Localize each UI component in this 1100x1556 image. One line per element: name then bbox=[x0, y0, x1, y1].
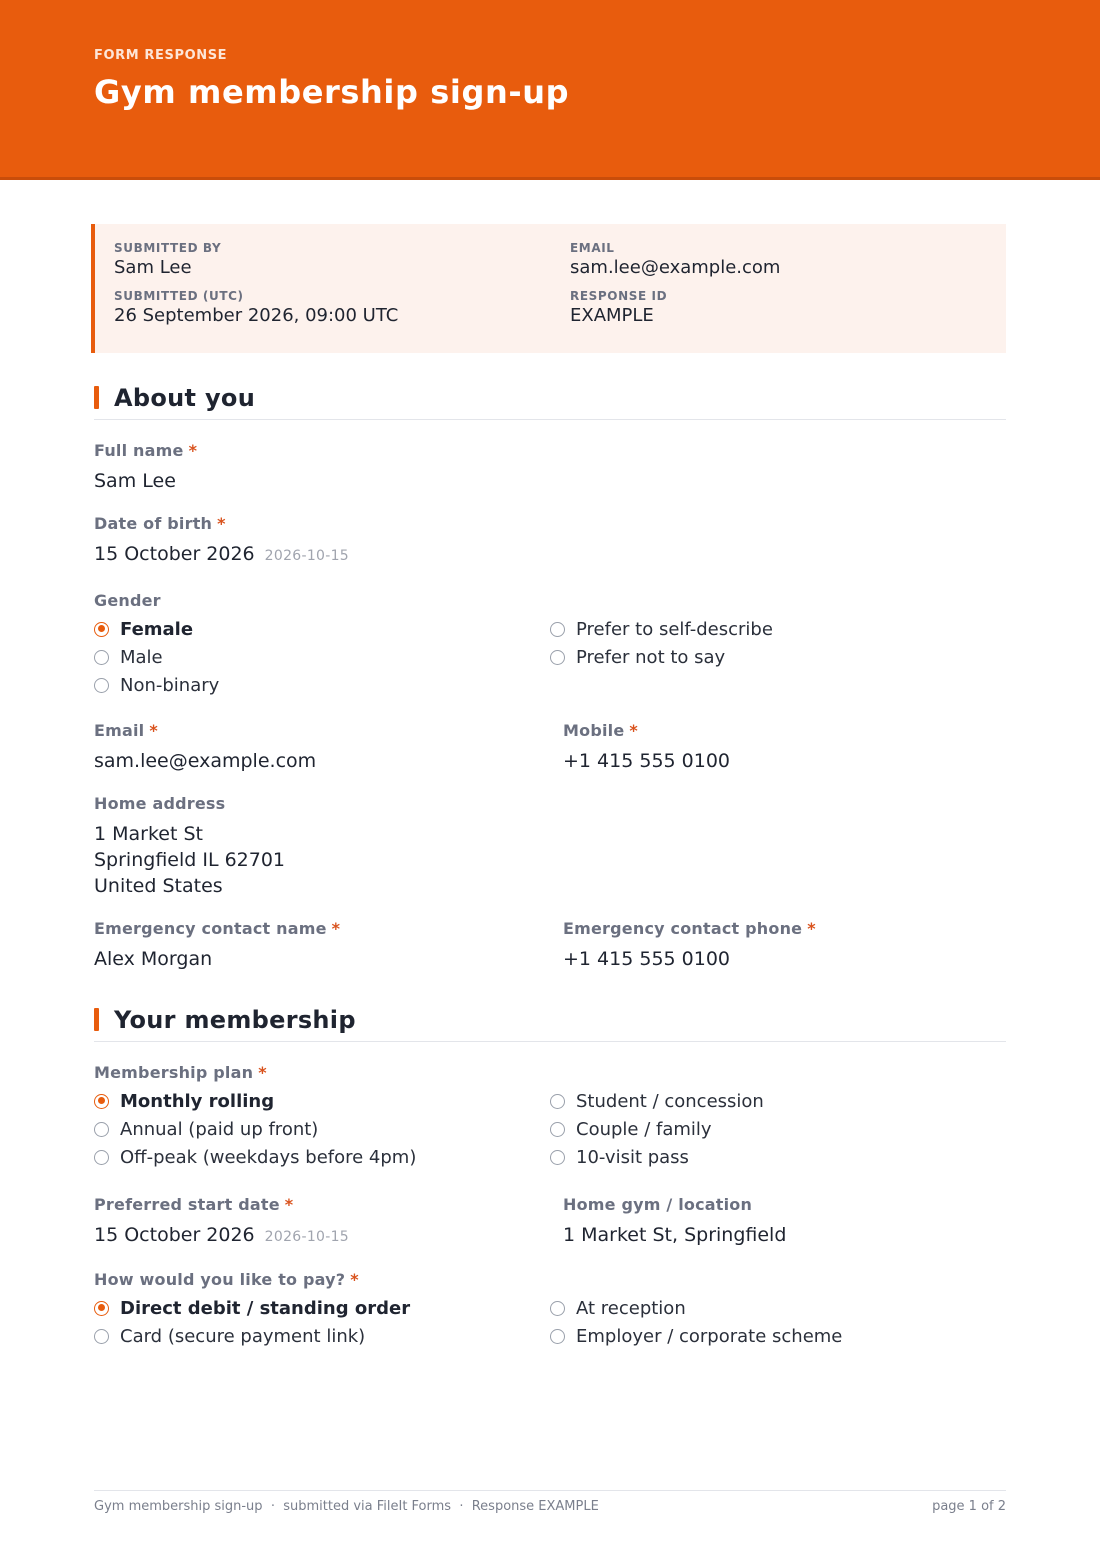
field-label: Mobile * bbox=[563, 721, 638, 740]
radio-checked-icon bbox=[94, 1094, 109, 1109]
required-marker: * bbox=[258, 1063, 267, 1082]
field-label: Emergency contact name * bbox=[94, 919, 341, 938]
field-full-name bbox=[94, 441, 1006, 494]
radio-unchecked-icon bbox=[94, 650, 109, 665]
page-title: Gym membership sign-up bbox=[94, 73, 570, 111]
radio-group bbox=[94, 615, 1006, 699]
radio-column bbox=[550, 1294, 1006, 1350]
radio-option-annual[interactable]: Annual (paid up front) bbox=[94, 1115, 550, 1143]
radio-column bbox=[94, 1294, 550, 1350]
field-value: Alex Morgan bbox=[94, 948, 213, 970]
meta-label: SUBMITTED BY bbox=[114, 241, 222, 255]
radio-checked-icon bbox=[94, 1301, 109, 1316]
section-about-heading bbox=[94, 380, 1006, 420]
meta-submitted-utc bbox=[114, 289, 570, 326]
radio-checked-icon bbox=[94, 622, 109, 637]
radio-option-male[interactable]: Male bbox=[94, 643, 550, 671]
section-membership-heading bbox=[94, 1002, 1006, 1042]
radio-option-monthly[interactable]: Monthly rolling bbox=[94, 1087, 550, 1115]
meta-value: 26 September 2026, 09:00 UTC bbox=[114, 305, 399, 326]
required-marker: * bbox=[350, 1270, 359, 1289]
iso-date: 2026-10-15 bbox=[264, 548, 350, 564]
address-line: United States bbox=[94, 875, 223, 897]
field-label: Home gym / location bbox=[563, 1195, 753, 1214]
header-kicker: FORM RESPONSE bbox=[94, 48, 228, 63]
field-emergency-phone bbox=[563, 919, 1006, 972]
radio-option-10-visit[interactable]: 10-visit pass bbox=[550, 1143, 1006, 1171]
field-label: Gender bbox=[94, 591, 161, 610]
meta-submitted-by bbox=[114, 241, 570, 278]
field-label: Membership plan * bbox=[94, 1063, 267, 1082]
footer-source: Gym membership sign-up · submitted via FileIt Forms · Response EXAMPLE bbox=[94, 1499, 599, 1514]
meta-response-id bbox=[570, 289, 987, 326]
iso-date: 2026-10-15 bbox=[264, 1229, 350, 1245]
radio-option-card[interactable]: Card (secure payment link) bbox=[94, 1322, 550, 1350]
radio-option-couple[interactable]: Couple / family bbox=[550, 1115, 1006, 1143]
field-value: +1 415 555 0100 bbox=[563, 948, 731, 970]
required-marker: * bbox=[188, 441, 198, 460]
radio-option-reception[interactable]: At reception bbox=[550, 1294, 1006, 1322]
section-accent-bar bbox=[94, 386, 99, 409]
radio-option-employer[interactable]: Employer / corporate scheme bbox=[550, 1322, 1006, 1350]
field-label: Preferred start date * bbox=[94, 1195, 294, 1214]
field-value: +1 415 555 0100 bbox=[563, 750, 731, 772]
required-marker: * bbox=[331, 919, 341, 938]
required-marker: * bbox=[149, 721, 158, 740]
radio-unchecked-icon bbox=[550, 1122, 565, 1137]
radio-unchecked-icon bbox=[94, 678, 109, 693]
radio-column bbox=[94, 1087, 550, 1171]
submission-meta-panel bbox=[91, 224, 1006, 353]
field-value: 1 Market St, Springfield bbox=[563, 1224, 787, 1246]
meta-value: EXAMPLE bbox=[570, 305, 654, 326]
field-row-emergency bbox=[94, 919, 1006, 972]
meta-value: sam.lee@example.com bbox=[570, 257, 781, 278]
radio-column bbox=[550, 1087, 1006, 1171]
page-number: page 1 of 2 bbox=[932, 1499, 1006, 1514]
field-email bbox=[94, 721, 563, 774]
meta-label: SUBMITTED (UTC) bbox=[114, 289, 244, 303]
field-label: Home address bbox=[94, 794, 226, 813]
radio-unchecked-icon bbox=[94, 1150, 109, 1165]
required-marker: * bbox=[629, 721, 638, 740]
field-label: Email * bbox=[94, 721, 158, 740]
field-label: Date of birth * bbox=[94, 514, 226, 533]
field-home-gym bbox=[563, 1195, 1006, 1250]
meta-email bbox=[570, 241, 987, 278]
field-row-start-gym bbox=[94, 1195, 1006, 1250]
radio-unchecked-icon bbox=[550, 650, 565, 665]
required-marker: * bbox=[807, 919, 816, 938]
field-label: Emergency contact phone * bbox=[563, 919, 816, 938]
page-footer bbox=[94, 1490, 1006, 1514]
field-date-of-birth bbox=[94, 514, 1006, 569]
field-start-date bbox=[94, 1195, 563, 1250]
field-value: sam.lee@example.com bbox=[94, 750, 317, 772]
radio-column bbox=[550, 615, 1006, 699]
field-value bbox=[94, 821, 1006, 899]
radio-option-prefer-not[interactable]: Prefer not to say bbox=[550, 643, 1006, 671]
radio-option-non-binary[interactable]: Non-binary bbox=[94, 671, 550, 699]
field-label: Full name * bbox=[94, 441, 198, 460]
required-marker: * bbox=[284, 1195, 294, 1214]
radio-unchecked-icon bbox=[550, 1301, 565, 1316]
field-home-address bbox=[94, 794, 1006, 899]
radio-option-direct-debit[interactable]: Direct debit / standing order bbox=[94, 1294, 550, 1322]
radio-option-off-peak[interactable]: Off-peak (weekdays before 4pm) bbox=[94, 1143, 550, 1171]
radio-column bbox=[94, 615, 550, 699]
radio-unchecked-icon bbox=[550, 1329, 565, 1344]
radio-unchecked-icon bbox=[94, 1122, 109, 1137]
meta-value: Sam Lee bbox=[114, 257, 192, 278]
field-value: Sam Lee bbox=[94, 470, 176, 492]
address-line: Springfield IL 62701 bbox=[94, 849, 286, 871]
page-header bbox=[0, 0, 1100, 180]
form-content bbox=[94, 380, 1006, 1350]
meta-label: EMAIL bbox=[570, 241, 615, 255]
radio-option-self-describe[interactable]: Prefer to self-describe bbox=[550, 615, 1006, 643]
radio-group bbox=[94, 1087, 1006, 1171]
section-title: Your membership bbox=[114, 1005, 356, 1034]
field-payment bbox=[94, 1270, 1006, 1350]
address-line: 1 Market St bbox=[94, 823, 203, 845]
radio-option-female[interactable]: Female bbox=[94, 615, 550, 643]
radio-unchecked-icon bbox=[550, 1150, 565, 1165]
radio-option-student[interactable]: Student / concession bbox=[550, 1087, 1006, 1115]
field-row-contact bbox=[94, 721, 1006, 774]
radio-group bbox=[94, 1294, 1006, 1350]
required-marker: * bbox=[217, 514, 226, 533]
field-value: 15 October 2026 2026-10-15 bbox=[94, 1224, 350, 1246]
radio-unchecked-icon bbox=[550, 1094, 565, 1109]
radio-unchecked-icon bbox=[94, 1329, 109, 1344]
field-value: 15 October 2026 2026-10-15 bbox=[94, 543, 350, 565]
radio-unchecked-icon bbox=[550, 622, 565, 637]
section-accent-bar bbox=[94, 1008, 99, 1031]
field-mobile bbox=[563, 721, 1006, 774]
section-title: About you bbox=[114, 383, 256, 412]
field-membership-plan bbox=[94, 1063, 1006, 1171]
field-emergency-name bbox=[94, 919, 563, 972]
field-gender bbox=[94, 591, 1006, 699]
field-label: How would you like to pay? * bbox=[94, 1270, 359, 1289]
meta-label: RESPONSE ID bbox=[570, 289, 668, 303]
